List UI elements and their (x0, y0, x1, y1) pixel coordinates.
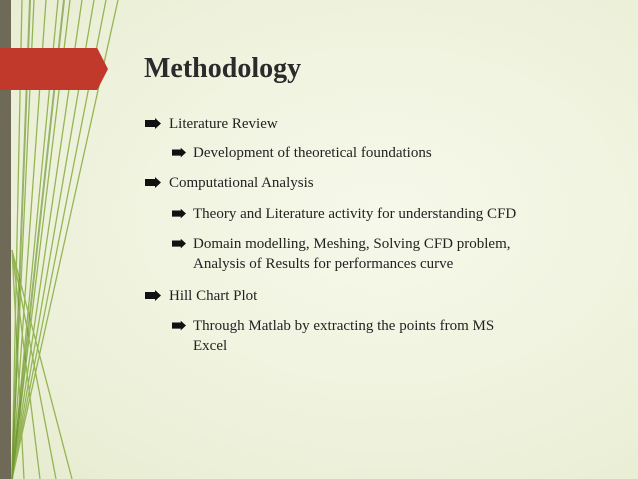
bullet-item-domain-modelling (172, 234, 511, 274)
bullet-item-matlab (172, 316, 494, 356)
pencil-arrow-icon (145, 177, 161, 188)
bullet-text-line-1: Domain modelling, Meshing, Solving CFD problem, (193, 236, 511, 252)
bullet-text-line-1: Through Matlab by extracting the points from MS (193, 318, 495, 334)
bullet-text-line-2: Analysis of Results for performances curve (193, 256, 454, 272)
pencil-arrow-icon (172, 238, 186, 249)
slide-title: Methodology (144, 53, 302, 84)
bullet-text: Computational Analysis (169, 175, 314, 191)
bullet-text: Theory and Literature activity for understanding CFD (193, 206, 517, 222)
bullet-text: Development of theoretical foundations (193, 145, 432, 161)
pencil-arrow-icon (145, 118, 161, 129)
bullet-item-literature-review (145, 114, 278, 134)
pencil-arrow-icon (145, 290, 161, 301)
bullet-item-development (172, 143, 432, 163)
title-accent-tab (0, 48, 108, 90)
pencil-arrow-icon (172, 147, 186, 158)
bullet-text: Hill Chart Plot (169, 288, 258, 304)
bullet-text: Literature Review (169, 116, 278, 132)
pencil-arrow-icon (172, 320, 186, 331)
bullet-item-computational-analysis (145, 173, 314, 193)
bullet-text-line-2: Excel (193, 338, 228, 354)
pencil-arrow-icon (172, 208, 186, 219)
bullet-item-hill-chart-plot (145, 286, 257, 306)
bullet-item-theory-literature (172, 204, 516, 224)
